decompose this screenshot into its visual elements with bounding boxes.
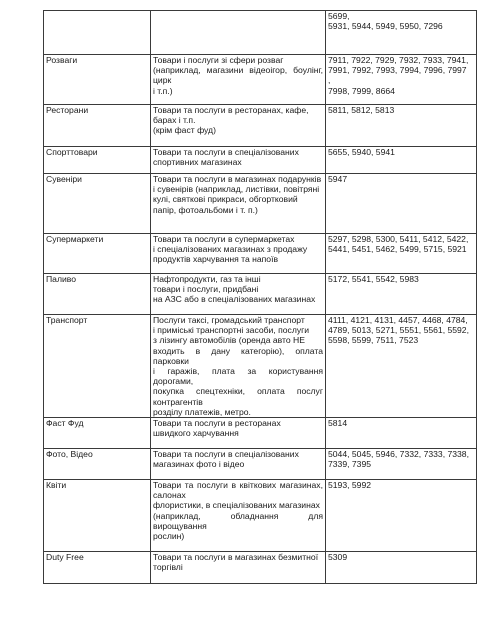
description-cell: Товари та послуги в спеціалізованих магазинах фото і відео [151, 449, 326, 480]
description-cell: Товари та послуги в квіткових магазинах, салонах флористики, в спеціалізованих магазинах (наприклад, обладнання для вирощування рослин) [151, 480, 326, 552]
description-cell: Товари та послуги в спеціалізованих спортивних магазинах [151, 147, 326, 174]
description-cell: Послуги таксі, громадський транспорт і приміські транспортні засоби, послуги з лізингу автомобілів (оренда авто НЕ входить в дану категорію), оплата парковки і гаражів, плата за користування дорогами, покупка спецтехніки, оплата послуг контрагентів розділу платежів, метро. [151, 315, 326, 418]
category-cell: Супермаркети [44, 234, 151, 274]
category-cell: Фото, Відео [44, 449, 151, 480]
mcc-codes-cell: 5947 [326, 174, 477, 234]
category-cell: Квіти [44, 480, 151, 552]
category-cell [44, 11, 151, 55]
mcc-codes-cell: 5297, 5298, 5300, 5411, 5412, 5422, 5441, 5451, 5462, 5499, 5715, 5921 [326, 234, 477, 274]
table-row [44, 174, 477, 234]
mcc-category-table [43, 10, 477, 584]
category-cell: Сувеніри [44, 174, 151, 234]
table-row [44, 105, 477, 147]
mcc-codes-cell: 5044, 5045, 5946, 7332, 7333, 7338, 7339, 7395 [326, 449, 477, 480]
mcc-codes-cell: 4111, 4121, 4131, 4457, 4468, 4784, 4789, 5013, 5271, 5551, 5561, 5592, 5598, 5599, 7511, 7523 [326, 315, 477, 418]
category-cell: Фаст Фуд [44, 418, 151, 449]
mcc-codes-cell: 5699, 5931, 5944, 5949, 5950, 7296 [326, 11, 477, 55]
table-row [44, 552, 477, 584]
table-row [44, 480, 477, 552]
mcc-codes-cell: 5172, 5541, 5542, 5983 [326, 274, 477, 315]
description-cell: Товари і послуги зі сфери розваг (наприклад, магазини відеоігор, боулінг, цирк і т.п.) [151, 55, 326, 105]
table-row [44, 11, 477, 55]
mcc-codes-cell: 5811, 5812, 5813 [326, 105, 477, 147]
table-row [44, 147, 477, 174]
mcc-codes-cell: 5309 [326, 552, 477, 584]
description-cell: Нафтопродукти, газ та інші товари і послуги, придбані на АЗС або в спеціалізованих магазинах [151, 274, 326, 315]
description-cell: Товари та послуги в ресторанах швидкого харчування [151, 418, 326, 449]
table-row [44, 418, 477, 449]
table-row [44, 274, 477, 315]
description-cell: Товари та послуги в супермаркетах і спеціалізованих магазинах з продажу продуктів харчування та напоїв [151, 234, 326, 274]
mcc-codes-cell: 5193, 5992 [326, 480, 477, 552]
category-cell: Розваги [44, 55, 151, 105]
table-row [44, 315, 477, 418]
mcc-codes-cell: 5814 [326, 418, 477, 449]
description-cell: Товари та послуги в магазинах безмитної торгівлі [151, 552, 326, 584]
category-cell: Ресторани [44, 105, 151, 147]
description-cell: Товари та послуги в ресторанах, кафе, барах і т.п. (крім фаст фуд) [151, 105, 326, 147]
description-cell [151, 11, 326, 55]
category-cell: Транспорт [44, 315, 151, 418]
table-row [44, 234, 477, 274]
mcc-codes-cell: 7911, 7922, 7929, 7932, 7933, 7941, 7991, 7992, 7993, 7994, 7996, 7997 , 7998, 7999, 8664 [326, 55, 477, 105]
description-cell: Товари та послуги в магазинах подарунків і сувенірів (наприклад, листівки, повітряні кулі, святкові прикраси, обгортковий папір, фотоальбоми і т. п.) [151, 174, 326, 234]
category-cell: Паливо [44, 274, 151, 315]
category-cell: Duty Free [44, 552, 151, 584]
category-cell: Спорттовари [44, 147, 151, 174]
table-row [44, 449, 477, 480]
table-row [44, 55, 477, 105]
mcc-codes-cell: 5655, 5940, 5941 [326, 147, 477, 174]
